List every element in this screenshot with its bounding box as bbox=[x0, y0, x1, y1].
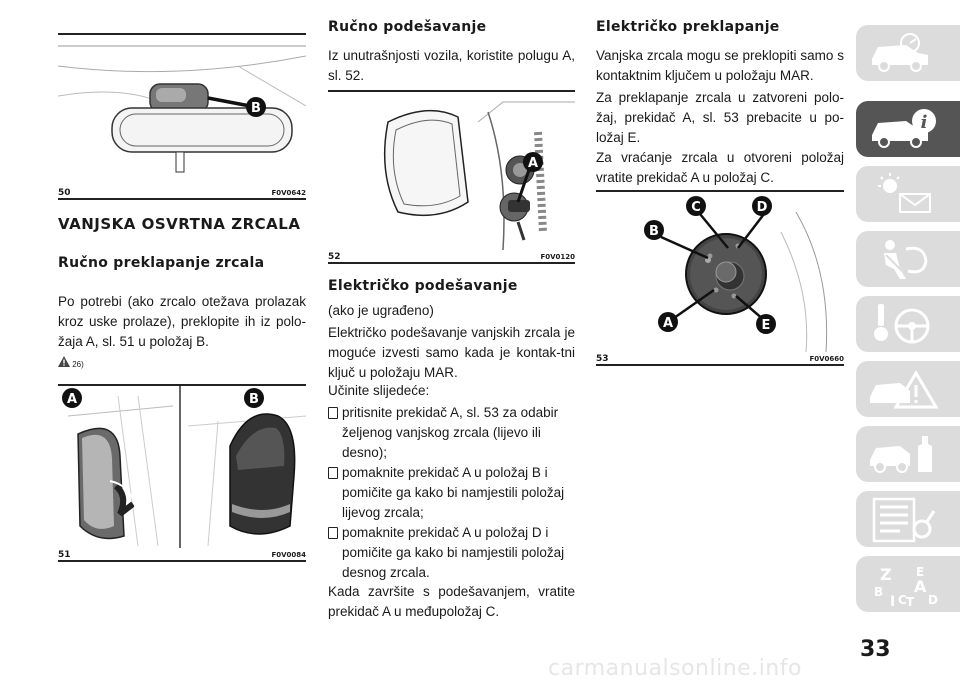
figure-code: F0V0642 bbox=[271, 189, 306, 197]
sidebar-item-emergency[interactable] bbox=[856, 361, 960, 417]
figure-label-a: A bbox=[527, 156, 539, 171]
paragraph: Za vraćanje zrcala u otvoreni položaj vratite prekidač A u položaj C. bbox=[596, 150, 844, 185]
paragraph: Učinite slijedeće: bbox=[328, 383, 430, 398]
subsection-heading: Ručno preklapanje zrcala bbox=[58, 255, 265, 271]
exterior-mirror-fold-illustration bbox=[58, 386, 306, 548]
figure-number: 50 bbox=[58, 188, 71, 198]
info-glyph: i bbox=[920, 112, 928, 133]
checkbox-bullet-icon bbox=[328, 407, 338, 419]
checkbox-bullet-icon bbox=[328, 527, 338, 539]
section-heading: Ručno podešavanje bbox=[328, 19, 487, 35]
paragraph: Vanjska zrcala mogu se preklopiti samo s kontaktnim ključem u položaju MAR. bbox=[596, 48, 844, 83]
paragraph: Iz unutrašnjosti vozila, koristite polugu A, sl. 52. bbox=[328, 48, 575, 83]
sidebar-item-technical-data[interactable] bbox=[856, 491, 960, 547]
paragraph-note: (ako je ugrađeno) bbox=[328, 303, 434, 318]
sidebar-item-safety[interactable] bbox=[856, 231, 960, 287]
paragraph: Električko podešavanje vanjskih zrcala je moguće izvesti samo kada je kontak-tni ključ u položaju MAR. bbox=[328, 325, 575, 380]
paragraph: Po potrebi (ako zrcalo otežava prolazak kroz uske prolaze), preklopite ih iz polo-žaja A, sl. 51 u položaj B. bbox=[58, 294, 306, 349]
warning-triangle-icon bbox=[58, 356, 70, 367]
steering-key-icon bbox=[866, 300, 946, 348]
paragraph: Kada završite s podešavanjem, vratite prekidač A u međupoložaj C. bbox=[328, 584, 575, 619]
alphabetical-index-icon bbox=[866, 560, 946, 608]
figure-label-b: B bbox=[649, 224, 659, 239]
figure-number: 51 bbox=[58, 550, 71, 560]
car-warning-triangle-icon bbox=[866, 365, 946, 413]
warning-lights-icon bbox=[866, 170, 946, 218]
sidebar-item-starting-driving[interactable] bbox=[856, 296, 960, 352]
figure-caption-bar bbox=[328, 250, 575, 264]
svg-text:A: A bbox=[914, 577, 927, 596]
sidebar-item-dashboard[interactable] bbox=[856, 25, 960, 81]
figure-50 bbox=[58, 36, 306, 206]
figure-53 bbox=[596, 192, 844, 372]
figure-label-e: E bbox=[761, 318, 771, 333]
car-service-icon bbox=[866, 430, 946, 478]
manual-mirror-lever-illustration bbox=[328, 92, 575, 250]
figure-51 bbox=[58, 386, 306, 566]
svg-text:E: E bbox=[916, 565, 925, 579]
paragraph: Za preklapanje zrcala u zatvoreni polo-žaj, prekidač A, sl. 53 prebacite u po-ložaj E. bbox=[596, 90, 844, 145]
airbag-safety-icon bbox=[866, 235, 946, 283]
warning-reference bbox=[58, 356, 84, 369]
figure-code: F0V0084 bbox=[271, 551, 306, 559]
figure-top-rule bbox=[58, 33, 306, 35]
figure-label-b: B bbox=[251, 101, 261, 116]
technical-data-icon bbox=[866, 495, 946, 543]
figure-caption-bar bbox=[596, 352, 844, 366]
bullet-item: pritisnite prekidač A, sl. 53 za odabir željenog vanjskog zrcala (lijevo ili desno); bbox=[328, 403, 575, 463]
checkbox-bullet-icon bbox=[328, 467, 338, 479]
svg-text:C: C bbox=[898, 593, 907, 607]
section-heading: Električko preklapanje bbox=[596, 19, 780, 35]
figure-label-a: A bbox=[66, 392, 78, 407]
svg-text:I: I bbox=[890, 594, 896, 608]
figure-label-a: A bbox=[662, 316, 674, 331]
figure-label-b: B bbox=[249, 392, 259, 407]
sidebar-item-maintenance[interactable] bbox=[856, 426, 960, 482]
section-heading: Električko podešavanje bbox=[328, 278, 518, 294]
figure-label-d: D bbox=[756, 200, 768, 215]
figure-code: F0V0120 bbox=[540, 253, 575, 261]
sidebar-item-car-info[interactable] bbox=[856, 101, 960, 157]
figure-code: F0V0660 bbox=[809, 355, 844, 363]
sidebar-item-warning-lights[interactable] bbox=[856, 166, 960, 222]
mirror-switch-illustration bbox=[596, 192, 844, 352]
page-number: 33 bbox=[860, 637, 891, 662]
svg-text:Z: Z bbox=[880, 565, 892, 584]
bullet-item: pomaknite prekidač A u položaj D i pomičite ga kako bi namjestili položaj desnog zrcala. bbox=[328, 523, 575, 583]
bullet-item: pomaknite prekidač A u položaj B i pomičite ga kako bi namjestili položaj lijevog zrcala; bbox=[328, 463, 575, 523]
figure-number: 52 bbox=[328, 252, 341, 262]
warning-ref-number: 26) bbox=[72, 360, 84, 369]
figure-52 bbox=[328, 92, 575, 272]
svg-text:D: D bbox=[928, 593, 938, 607]
interior-mirror-illustration bbox=[58, 36, 306, 186]
watermark: carmanualsonline.info bbox=[548, 656, 802, 681]
figure-caption-bar bbox=[58, 548, 306, 562]
svg-text:B: B bbox=[874, 585, 884, 599]
svg-text:T: T bbox=[906, 595, 915, 608]
car-dashboard-icon bbox=[866, 29, 946, 77]
sidebar-item-index[interactable] bbox=[856, 556, 960, 612]
figure-caption-bar bbox=[58, 186, 306, 200]
section-heading: VANJSKA OSVRTNA ZRCALA bbox=[58, 215, 301, 233]
figure-number: 53 bbox=[596, 354, 609, 364]
figure-label-c: C bbox=[691, 200, 701, 215]
car-info-icon bbox=[866, 105, 946, 153]
